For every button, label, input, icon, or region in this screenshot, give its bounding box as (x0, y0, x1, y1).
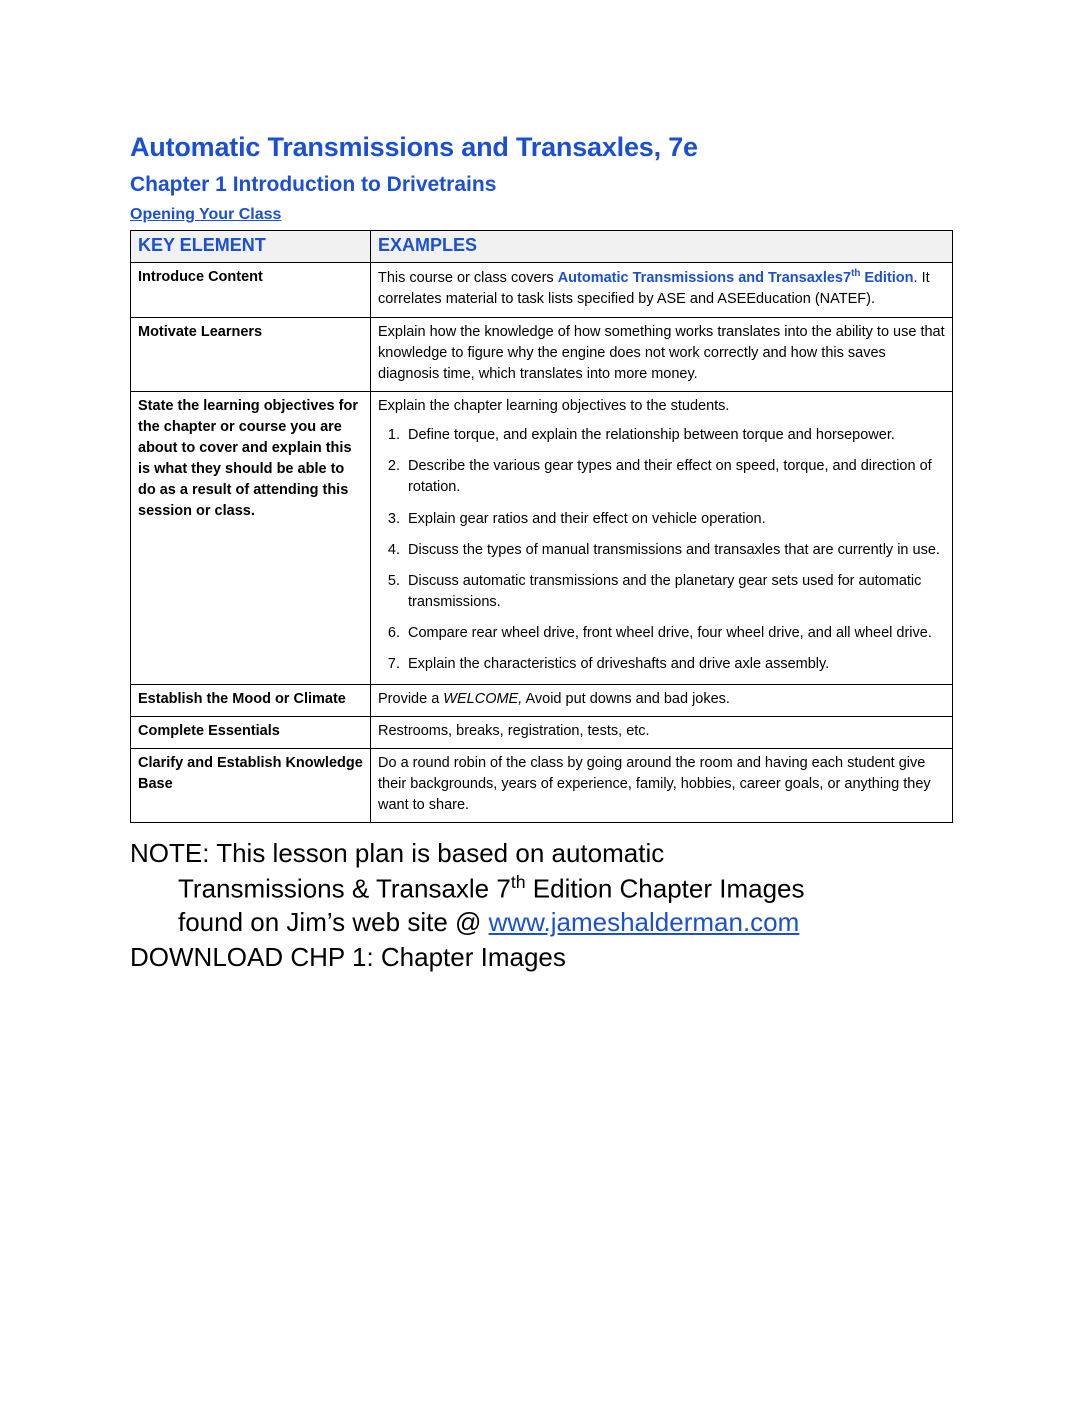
list-item: 1. Define torque, and explain the relationship between torque and horsepower. (404, 425, 945, 446)
note-line-2-suffix: Edition Chapter Images (525, 873, 805, 904)
list-item: 4. Discuss the types of manual transmissions and transaxles that are currently in use. (404, 540, 945, 561)
key-element-cell: Motivate Learners (131, 317, 371, 391)
lesson-plan-table (130, 230, 953, 823)
example-text-highlight-title: Automatic Transmissions and Transaxles (557, 270, 843, 287)
key-element-cell: Complete Essentials (131, 716, 371, 748)
table-row (131, 716, 953, 748)
website-link[interactable]: www.jameshalderman.com (488, 906, 800, 937)
key-element-cell: Introduce Content (131, 263, 371, 317)
note-block (130, 837, 954, 974)
table-row (131, 748, 953, 822)
example-cell (371, 684, 953, 716)
note-line-2-sup: th (510, 871, 526, 892)
example-text-italic: WELCOME, (443, 690, 523, 707)
example-cell: Restrooms, breaks, registration, tests, etc. (371, 716, 953, 748)
list-item: 5. Discuss automatic transmissions and the planetary gear sets used for automatic transmissions. (404, 571, 945, 613)
key-element-cell: Clarify and Establish Knowledge Base (131, 748, 371, 822)
example-text-highlight-edition-sup: th (851, 268, 861, 280)
table-row (131, 317, 953, 391)
example-text-lead: This course or class covers (378, 270, 558, 287)
example-text-highlight-edition-number: 7 (842, 270, 852, 287)
example-text-lead: Provide a (378, 690, 444, 707)
key-element-cell: Establish the Mood or Climate (131, 684, 371, 716)
column-header-examples: EXAMPLES (371, 231, 953, 263)
list-item: 6. Compare rear wheel drive, front wheel drive, four wheel drive, and all wheel drive. (404, 623, 945, 644)
table-row (131, 263, 953, 317)
list-item: 2. Describe the various gear types and their effect on speed, torque, and direction of rotation. (404, 456, 945, 498)
example-cell (371, 391, 953, 684)
note-line-1: NOTE: This lesson plan is based on automatic (130, 838, 665, 869)
example-text-tail: Avoid put downs and bad jokes. (522, 690, 730, 707)
note-line-2 (130, 871, 954, 906)
note-line-3-prefix: found on Jim’s web site @ (178, 906, 489, 937)
list-item: 7. Explain the characteristics of driveshafts and drive axle assembly. (404, 654, 945, 675)
column-header-key-element: KEY ELEMENT (131, 231, 371, 263)
objectives-intro: Explain the chapter learning objectives to the students. (378, 397, 730, 414)
table-row (131, 684, 953, 716)
example-text-highlight-edition-word: Edition (860, 270, 914, 287)
example-cell: Explain how the knowledge of how something works translates into the ability to use that knowledge to figure why the engine does not work correctly and how this saves diagnosis time, which translates into more money. (371, 317, 953, 391)
example-cell: Do a round robin of the class by going around the room and having each student give their backgrounds, years of experience, family, hobbies, career goals, or anything they want to share. (371, 748, 953, 822)
list-item: 3. Explain gear ratios and their effect on vehicle operation. (404, 509, 945, 530)
note-line-2-prefix: Transmissions & Transaxle 7 (178, 873, 511, 904)
note-line-4: DOWNLOAD CHP 1: Chapter Images (130, 941, 566, 972)
table-header-row (131, 231, 953, 263)
objectives-list (378, 425, 945, 675)
note-line-3 (130, 906, 954, 939)
table-row (131, 391, 953, 684)
document-body (130, 132, 954, 974)
example-text-tail: . It correlates material to task lists specified by ASE and ASEEducation (NATEF). (378, 270, 930, 308)
section-heading: Opening Your Class (130, 206, 282, 224)
key-element-cell: State the learning objectives for the chapter or course you are about to cover and explain this is what they should be able to do as a result of attending this session or class. (131, 391, 371, 684)
page-title: Automatic Transmissions and Transaxles, 7e (130, 132, 698, 162)
chapter-subtitle: Chapter 1 Introduction to Drivetrains (130, 173, 497, 197)
example-cell (371, 263, 953, 317)
